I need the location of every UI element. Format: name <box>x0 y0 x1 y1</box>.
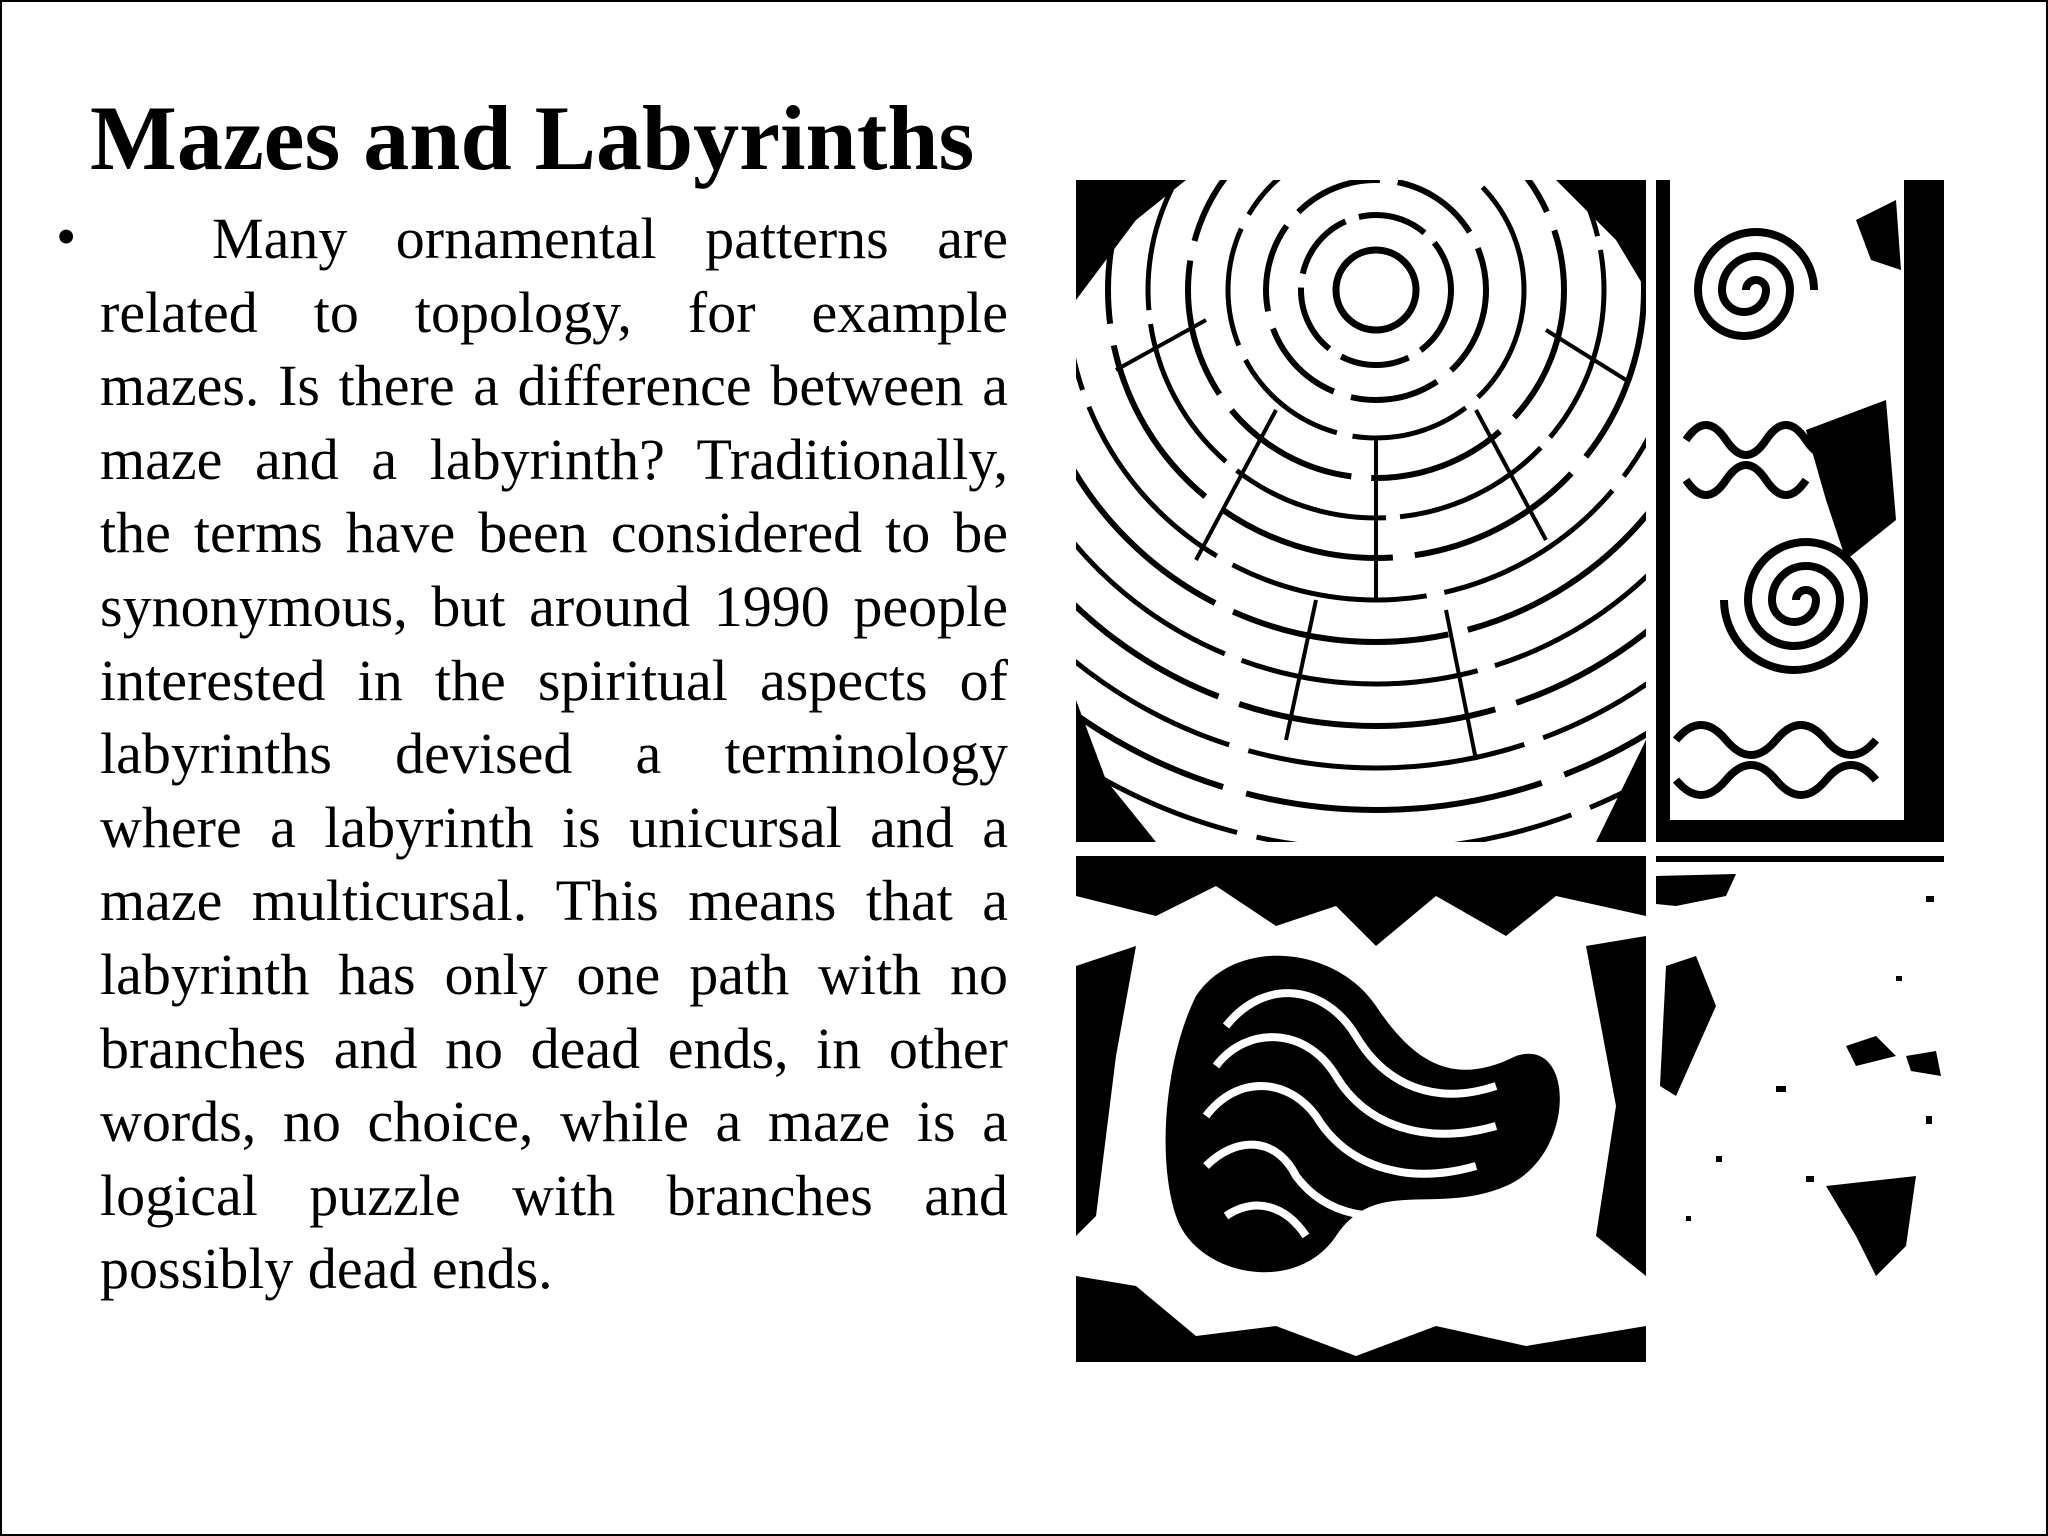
body-paragraph: Many ornamental patterns are related to topology, for example mazes. Is there a difference between a maze and a labyrinth? Traditionally, the terms have been considered to be synonymous, but around 1990 people interested in the spiritual aspects of labyrinths devised a terminology where a labyrinth is unicursal and a maze multicursal. This means that a labyrinth has only one path with no branches and no dead ends, in other words, no choice, while a maze is a logical puzzle with branches and possibly dead ends. <box>100 206 1008 1302</box>
faded-maze-photo <box>1656 856 1944 1296</box>
carved-maze-relief-photo <box>1076 856 1646 1362</box>
slide-title: Mazes and Labyrinths <box>90 87 975 189</box>
spiral-hedge-maze-photo <box>1656 180 1944 842</box>
circular-hedge-maze-photo <box>1076 180 1646 842</box>
bullet-marker: • <box>56 204 77 269</box>
